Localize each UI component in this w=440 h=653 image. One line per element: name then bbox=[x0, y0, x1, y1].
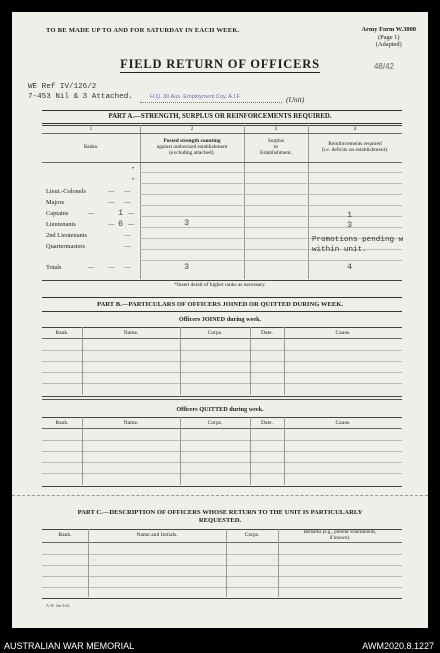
col-number-4: 4 bbox=[353, 126, 357, 132]
joined-title: Officers JOINED during week. bbox=[178, 316, 262, 323]
quitted-col-name: Name. bbox=[123, 420, 139, 426]
col-number-1: 1 bbox=[89, 126, 93, 132]
part-b-title: PART B.—PARTICULARS OF OFFICERS JOINED OR QUITTED DURING WEEK. bbox=[96, 301, 344, 308]
reference-line-1: WE Ref IV/126/2 bbox=[28, 83, 97, 91]
remark-line-1: Promotions pending w bbox=[312, 236, 404, 244]
printer-mark: A.W. 2m 5/42 bbox=[46, 603, 70, 608]
rank-majors: Majors bbox=[46, 199, 65, 206]
totals-reinforcements: 4 bbox=[347, 262, 353, 272]
quitted-title: Officers QUITTED during week. bbox=[176, 406, 264, 413]
credit-institution: AUSTRALIAN WAR MEMORIAL bbox=[4, 641, 135, 651]
part-a-title: PART A.—STRENGTH, SURPLUS OR REINFORCEMENTS REQUIRED. bbox=[108, 113, 332, 120]
rule-top bbox=[42, 110, 402, 111]
form-status: (Adapted) bbox=[375, 41, 402, 49]
lieutenants-marked: 6 bbox=[118, 219, 124, 229]
credit-accession-number: AWM2020.8.1227 bbox=[362, 641, 434, 651]
part-c-col-remarks: Remarks (e.g., present whereabouts, if known). bbox=[303, 530, 377, 541]
quitted-col-cause: Cause. bbox=[335, 420, 351, 426]
lieutenants-reinforcements: 3 bbox=[347, 220, 353, 230]
part-c-col-corps: Corps. bbox=[244, 532, 260, 538]
joined-col-cause: Cause. bbox=[335, 330, 351, 336]
joined-col-rank: Rank. bbox=[55, 330, 69, 336]
captains-reinforcements: 1 bbox=[347, 210, 353, 220]
rule-part-a bbox=[42, 123, 402, 124]
col-header-surplus: Surplus to Establishment. bbox=[260, 138, 292, 157]
form-number: Army Form W.3008 bbox=[361, 26, 416, 33]
unit-dotted-line bbox=[140, 102, 282, 103]
quitted-col-date: Date. bbox=[261, 420, 273, 426]
rank-lieut-colonels: Lieut.-Colonels bbox=[46, 188, 86, 195]
col-number-3: 3 bbox=[274, 126, 278, 132]
rank-quartermasters: Quartermasters bbox=[46, 243, 86, 250]
fold-line bbox=[12, 495, 428, 496]
header-instruction: TO BE MADE UP TO AND FOR SATURDAY IN EACH WEEK. bbox=[46, 27, 240, 34]
remark-line-2: within unit. bbox=[312, 246, 367, 254]
part-c-col-name: Name and Initials. bbox=[136, 532, 178, 538]
rank-2nd-lieutenants: 2nd Lieutenants bbox=[46, 232, 87, 239]
unit-label: (Unit) bbox=[286, 95, 305, 104]
totals-posted: 3 bbox=[184, 262, 190, 272]
col-header-reinforcements: Reinforcements required (i.e. deficits on establishment). bbox=[321, 141, 389, 154]
higher-ranks-note: *Insert detail of higher ranks as necessary. bbox=[174, 282, 266, 288]
totals-label: Totals bbox=[46, 264, 62, 271]
part-c-title: PART C.—DESCRIPTION OF OFFICERS WHOSE RETURN TO THE UNIT IS PARTICULARLY REQUESTED. bbox=[77, 509, 363, 524]
page-number: 48/42 bbox=[373, 62, 394, 71]
form-sheet: TO BE MADE UP TO AND FOR SATURDAY IN EACH WEEK. Army Form W.3008 (Page 1) (Adapted) FIELD RETURN OF OFFICERS 48/42 WE Ref IV/126/2 7-453 Nil & 3 Attached. H.Q. 30 Aus. Employment Coy. A.I.F (Unit) PART A.—STRENGTH, SURPLUS OR REINFORCEMENTS REQUIRED. 1 2 3 4 Ranks. Posted strength counting against authorized establishment (excluding attached). Surplus to Establishment. Reinforcements required (i.e. deficits on establishment). • • Lieut.-Colonels — — Majors — — Captains — 1 — Lieutenants — 6 — 2nd Lieutenants — Quartermasters — 3 1 3 Promotions pending w within unit. Totals — — — 3 4 *Insert detail of higher ranks as necessary. PART B.—PARTICULARS OF OFFICERS JOINED OR QUITTED DURING WEEK. Officers JOINED during week. Rank. Name. Corps. Date. Cause. Officers QUITTED during week. Rank. Name. Corps. Date. Cause. PART C.—DESCRIPTION OF OFFICERS WHOSE RETURN TO THE UNIT IS PARTICULARLY REQUESTED. Rank. Name and Initials. Corps. Remarks (e.g., present whereabouts, if known). A.W. 2m 5/42 bbox=[12, 12, 428, 628]
lieutenants-posted: 3 bbox=[184, 218, 190, 228]
joined-col-date: Date. bbox=[261, 330, 273, 336]
quitted-col-corps: Corps. bbox=[207, 420, 223, 426]
part-c-col-rank: Rank. bbox=[58, 532, 72, 538]
unit-stamp: H.Q. 30 Aus. Employment Coy. A.I.F bbox=[150, 94, 241, 100]
col-header-posted: Posted strength counting against authorized establishment (excluding attached). bbox=[156, 138, 228, 157]
rank-captains: Captains bbox=[46, 210, 69, 217]
joined-col-name: Name. bbox=[123, 330, 139, 336]
page-title: FIELD RETURN OF OFFICERS bbox=[120, 57, 320, 71]
col-number-2: 2 bbox=[190, 126, 194, 132]
reference-line-2: 7-453 Nil & 3 Attached. bbox=[28, 93, 133, 101]
joined-col-corps: Corps. bbox=[207, 330, 223, 336]
form-number-block bbox=[362, 26, 417, 49]
quitted-col-rank: Rank. bbox=[55, 420, 69, 426]
col-header-ranks: Ranks. bbox=[83, 144, 99, 150]
rank-lieutenants: Lieutenants bbox=[46, 221, 76, 228]
form-page: (Page 1) bbox=[378, 33, 400, 41]
captains-marked: 1 bbox=[118, 208, 124, 218]
